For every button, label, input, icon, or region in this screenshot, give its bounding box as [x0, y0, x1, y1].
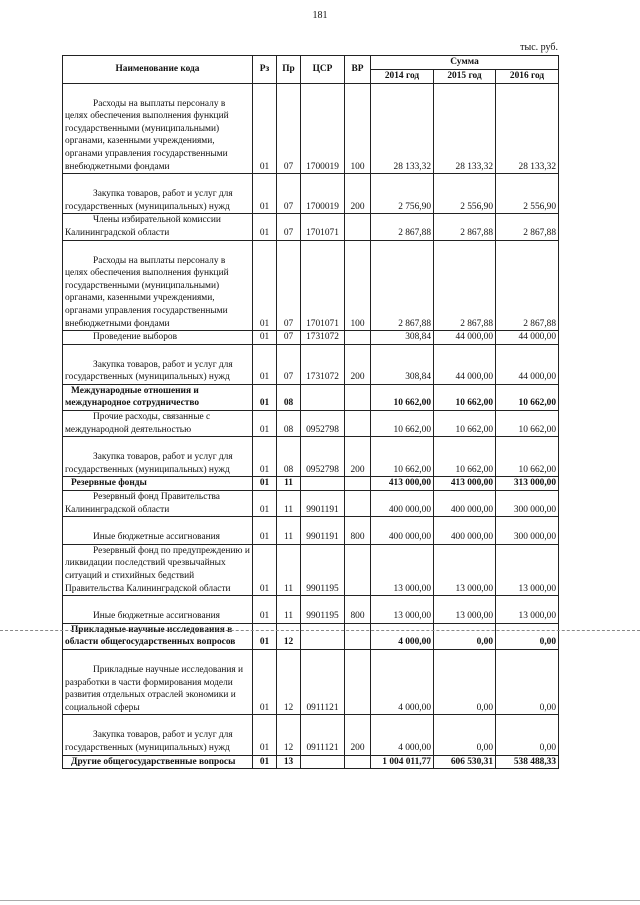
cell-y2016: 313 000,00 [496, 477, 559, 491]
cell-rz: 01 [253, 411, 277, 437]
table-row [63, 491, 559, 517]
cell-csr [301, 384, 345, 410]
cell-csr [301, 477, 345, 491]
cell-y2016: 10 662,00 [496, 384, 559, 410]
cell-y2015: 13 000,00 [434, 544, 496, 595]
cell-csr: 0952798 [301, 437, 345, 477]
cell-y2016: 13 000,00 [496, 544, 559, 595]
table-body [63, 83, 559, 769]
scan-fold-line [0, 630, 640, 631]
cell-pr: 11 [277, 544, 301, 595]
cell-y2016: 0,00 [496, 623, 559, 649]
cell-pr: 07 [277, 214, 301, 240]
table-row [63, 437, 559, 477]
table-row [63, 596, 559, 624]
table-row [63, 623, 559, 649]
table-row [63, 214, 559, 240]
cell-name: Прикладные научные исследования и разработки в части формирования модели развития отдельных отраслей экономики и социальной сферы [63, 649, 253, 714]
cell-csr: 1700019 [301, 83, 345, 174]
cell-rz: 01 [253, 437, 277, 477]
cell-vr [345, 384, 371, 410]
cell-y2014: 2 756,90 [371, 174, 434, 214]
cell-csr [301, 623, 345, 649]
cell-rz: 01 [253, 331, 277, 345]
cell-y2014: 28 133,32 [371, 83, 434, 174]
cell-y2016: 28 133,32 [496, 83, 559, 174]
cell-vr [345, 331, 371, 345]
cell-y2015: 44 000,00 [434, 344, 496, 384]
cell-csr: 0911121 [301, 715, 345, 755]
cell-y2016: 2 867,88 [496, 214, 559, 240]
cell-pr: 07 [277, 240, 301, 331]
cell-name: Резервные фонды [63, 477, 253, 491]
cell-y2015: 606 530,31 [434, 755, 496, 769]
cell-name: Прочие расходы, связанные с международной деятельностью [63, 411, 253, 437]
cell-pr: 08 [277, 411, 301, 437]
table-row [63, 477, 559, 491]
cell-name: Проведение выборов [63, 331, 253, 345]
cell-csr: 9901195 [301, 544, 345, 595]
cell-pr: 07 [277, 174, 301, 214]
cell-rz: 01 [253, 649, 277, 714]
cell-y2014: 2 867,88 [371, 240, 434, 331]
cell-y2014: 10 662,00 [371, 384, 434, 410]
cell-y2015: 10 662,00 [434, 384, 496, 410]
cell-y2015: 400 000,00 [434, 491, 496, 517]
cell-pr: 07 [277, 331, 301, 345]
table-row [63, 649, 559, 714]
cell-y2015: 10 662,00 [434, 411, 496, 437]
cell-csr: 1731072 [301, 331, 345, 345]
cell-y2015: 0,00 [434, 715, 496, 755]
cell-y2015: 0,00 [434, 623, 496, 649]
cell-y2015: 413 000,00 [434, 477, 496, 491]
cell-y2015: 2 867,88 [434, 214, 496, 240]
cell-rz: 01 [253, 623, 277, 649]
cell-rz: 01 [253, 384, 277, 410]
cell-y2014: 400 000,00 [371, 491, 434, 517]
cell-vr [345, 544, 371, 595]
table-row [63, 174, 559, 214]
cell-y2014: 400 000,00 [371, 517, 434, 545]
cell-name: Закупка товаров, работ и услуг для государственных (муниципальных) нужд [63, 174, 253, 214]
cell-csr: 9901191 [301, 491, 345, 517]
cell-name: Иные бюджетные ассигнования [63, 517, 253, 545]
cell-y2014: 413 000,00 [371, 477, 434, 491]
cell-pr: 12 [277, 715, 301, 755]
cell-vr: 200 [345, 344, 371, 384]
cell-name: Расходы на выплаты персоналу в целях обеспечения выполнения функций государственными (муниципальными) органами, казенными учреждениями, органами управления государственными внебюджетными фондами [63, 83, 253, 174]
cell-y2016: 0,00 [496, 649, 559, 714]
cell-csr: 1731072 [301, 344, 345, 384]
cell-y2015: 2 556,90 [434, 174, 496, 214]
cell-csr: 0911121 [301, 649, 345, 714]
cell-name: Резервный фонд Правительства Калининградской области [63, 491, 253, 517]
table-row [63, 411, 559, 437]
cell-y2016: 13 000,00 [496, 596, 559, 624]
cell-y2014: 4 000,00 [371, 715, 434, 755]
cell-csr: 1701071 [301, 214, 345, 240]
cell-y2014: 10 662,00 [371, 437, 434, 477]
cell-y2014: 4 000,00 [371, 623, 434, 649]
cell-y2015: 28 133,32 [434, 83, 496, 174]
cell-y2016: 2 556,90 [496, 174, 559, 214]
cell-pr: 11 [277, 491, 301, 517]
cell-pr: 12 [277, 623, 301, 649]
table-row [63, 517, 559, 545]
cell-y2016: 44 000,00 [496, 344, 559, 384]
cell-y2016: 300 000,00 [496, 491, 559, 517]
cell-name: Прикладные научные исследования в области общегосударственных вопросов [63, 623, 253, 649]
cell-name: Члены избирательной комиссии Калининградской области [63, 214, 253, 240]
cell-rz: 01 [253, 240, 277, 331]
page-number: 181 [312, 10, 328, 21]
cell-y2016: 300 000,00 [496, 517, 559, 545]
header-year-2016: 2016 год [496, 69, 559, 83]
cell-rz: 01 [253, 174, 277, 214]
cell-vr [345, 649, 371, 714]
cell-rz: 01 [253, 344, 277, 384]
header-csr: ЦСР [301, 56, 345, 84]
cell-csr: 9901191 [301, 517, 345, 545]
cell-csr: 1700019 [301, 174, 345, 214]
header-name: Наименование кода [63, 56, 253, 84]
cell-name: Закупка товаров, работ и услуг для государственных (муниципальных) нужд [63, 344, 253, 384]
cell-y2015: 10 662,00 [434, 437, 496, 477]
cell-pr: 08 [277, 437, 301, 477]
cell-rz: 01 [253, 517, 277, 545]
cell-y2016: 10 662,00 [496, 411, 559, 437]
cell-rz: 01 [253, 491, 277, 517]
cell-vr: 200 [345, 174, 371, 214]
cell-csr: 1701071 [301, 240, 345, 331]
header-vr: ВР [345, 56, 371, 84]
cell-rz: 01 [253, 544, 277, 595]
cell-y2016: 44 000,00 [496, 331, 559, 345]
cell-vr: 800 [345, 517, 371, 545]
cell-name: Закупка товаров, работ и услуг для государственных (муниципальных) нужд [63, 715, 253, 755]
cell-vr [345, 755, 371, 769]
cell-name: Международные отношения и международное сотрудничество [63, 384, 253, 410]
cell-pr: 11 [277, 477, 301, 491]
table-row [63, 544, 559, 595]
cell-y2014: 308,84 [371, 331, 434, 345]
cell-name: Закупка товаров, работ и услуг для государственных (муниципальных) нужд [63, 437, 253, 477]
cell-vr: 800 [345, 596, 371, 624]
cell-name: Иные бюджетные ассигнования [63, 596, 253, 624]
cell-vr: 100 [345, 240, 371, 331]
header-year-2015: 2015 год [434, 69, 496, 83]
cell-vr [345, 623, 371, 649]
cell-y2015: 400 000,00 [434, 517, 496, 545]
cell-y2016: 2 867,88 [496, 240, 559, 331]
cell-pr: 11 [277, 596, 301, 624]
table-row [63, 240, 559, 331]
cell-csr [301, 755, 345, 769]
header-rz: Рз [253, 56, 277, 84]
cell-vr [345, 477, 371, 491]
cell-vr [345, 214, 371, 240]
cell-y2014: 13 000,00 [371, 544, 434, 595]
table-row [63, 384, 559, 410]
cell-rz: 01 [253, 214, 277, 240]
header-year-2014: 2014 год [371, 69, 434, 83]
cell-y2015: 0,00 [434, 649, 496, 714]
table-row [63, 344, 559, 384]
cell-vr: 200 [345, 437, 371, 477]
cell-vr [345, 491, 371, 517]
cell-y2014: 10 662,00 [371, 411, 434, 437]
cell-pr: 13 [277, 755, 301, 769]
cell-name: Расходы на выплаты персоналу в целях обеспечения выполнения функций государственными (муниципальными) органами, казенными учреждениями, органами управления государственными внебюджетными фондами [63, 240, 253, 331]
cell-rz: 01 [253, 596, 277, 624]
table-row [63, 755, 559, 769]
cell-vr: 100 [345, 83, 371, 174]
cell-csr: 9901195 [301, 596, 345, 624]
header-pr: Пр [277, 56, 301, 84]
cell-name: Другие общегосударственные вопросы [63, 755, 253, 769]
cell-y2014: 4 000,00 [371, 649, 434, 714]
budget-table [62, 55, 559, 769]
table-row [63, 83, 559, 174]
cell-rz: 01 [253, 715, 277, 755]
cell-rz: 01 [253, 477, 277, 491]
bottom-edge-line [0, 900, 640, 901]
cell-vr [345, 411, 371, 437]
table-row [63, 715, 559, 755]
cell-pr: 07 [277, 83, 301, 174]
cell-name: Резервный фонд по предупреждению и ликвидации последствий чрезвычайных ситуаций и стихийных бедствий Правительства Калининградской области [63, 544, 253, 595]
cell-y2016: 538 488,33 [496, 755, 559, 769]
cell-y2016: 0,00 [496, 715, 559, 755]
cell-pr: 11 [277, 517, 301, 545]
cell-rz: 01 [253, 755, 277, 769]
cell-y2014: 308,84 [371, 344, 434, 384]
cell-pr: 08 [277, 384, 301, 410]
cell-pr: 12 [277, 649, 301, 714]
cell-csr: 0952798 [301, 411, 345, 437]
units-label: тыс. руб. [520, 42, 558, 53]
header-sum: Сумма [371, 56, 559, 70]
cell-rz: 01 [253, 83, 277, 174]
table-row [63, 331, 559, 345]
cell-y2014: 13 000,00 [371, 596, 434, 624]
cell-y2015: 13 000,00 [434, 596, 496, 624]
cell-y2015: 44 000,00 [434, 331, 496, 345]
cell-pr: 07 [277, 344, 301, 384]
cell-y2015: 2 867,88 [434, 240, 496, 331]
cell-vr: 200 [345, 715, 371, 755]
cell-y2014: 2 867,88 [371, 214, 434, 240]
cell-y2016: 10 662,00 [496, 437, 559, 477]
cell-y2014: 1 004 011,77 [371, 755, 434, 769]
